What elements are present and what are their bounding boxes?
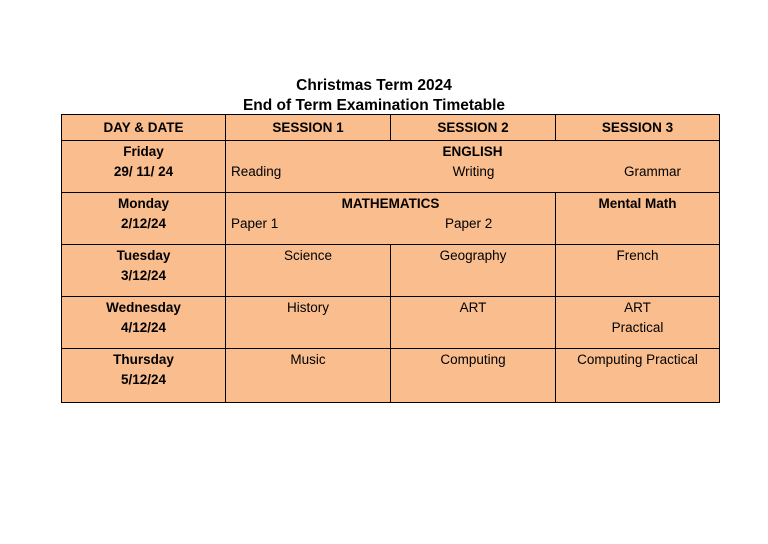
header-session-3: SESSION 3: [556, 115, 720, 141]
subject-part-paper-2: Paper 2: [445, 216, 493, 231]
day-cell-tuesday: [62, 245, 226, 297]
exam-timetable: [61, 114, 720, 403]
day-name: Wednesday: [106, 300, 181, 315]
day-name: Monday: [117, 196, 169, 211]
header-day-date: DAY & DATE: [62, 115, 226, 141]
session-1-history: [226, 297, 391, 349]
subject-heading-english: ENGLISH: [442, 144, 503, 159]
day-name: Tuesday: [116, 248, 171, 263]
table-row-wednesday: [62, 297, 720, 349]
session-1-music: [226, 349, 391, 403]
subject-label-line-1: ART: [624, 300, 651, 315]
subject-part-writing: Writing: [452, 164, 495, 179]
day-cell-thursday: [62, 349, 226, 403]
table-row-friday: [62, 141, 720, 193]
subject-part-grammar: Grammar: [624, 164, 681, 179]
session-2-art: [391, 297, 556, 349]
timetable-title: [0, 76, 748, 115]
header-session-1: SESSION 1: [226, 115, 391, 141]
subject-label: French: [616, 248, 659, 263]
table-row-monday: [62, 193, 720, 245]
subject-label-line-2: Practical: [611, 320, 664, 335]
session-2-geography: [391, 245, 556, 297]
title-heading: End of Term Examination Timetable: [242, 96, 506, 114]
subject-label: ART: [459, 300, 487, 315]
session-3-mental-math: [556, 193, 720, 245]
session-2-computing: [391, 349, 556, 403]
header-row: [62, 115, 720, 141]
subject-label: History: [286, 300, 329, 315]
table-row-tuesday: [62, 245, 720, 297]
merged-cell-mathematics: [226, 193, 556, 245]
session-3-french: [556, 245, 720, 297]
day-name: Friday: [123, 144, 164, 159]
merged-cell-english: [226, 141, 720, 193]
subject-label: Music: [290, 352, 326, 367]
subject-label: Computing: [440, 352, 506, 367]
subject-label: Geography: [439, 248, 507, 263]
session-3-art-practical: [556, 297, 720, 349]
title-term: Christmas Term 2024: [296, 77, 452, 94]
subject-label: Science: [283, 248, 333, 263]
day-cell-monday: [62, 193, 226, 245]
day-date: 29/ 11/ 24: [113, 164, 174, 179]
subject-heading-mathematics: MATHEMATICS: [341, 196, 440, 211]
day-date: 3/12/24: [120, 268, 167, 283]
header-session-2: SESSION 2: [391, 115, 556, 141]
day-date: 4/12/24: [120, 320, 167, 335]
day-date: 5/12/24: [120, 372, 167, 387]
day-cell-friday: [62, 141, 226, 193]
subject-label: Mental Math: [598, 196, 677, 211]
day-cell-wednesday: [62, 297, 226, 349]
subject-part-paper-1: Paper 1: [231, 216, 279, 231]
subject-part-reading: Reading: [231, 164, 282, 179]
day-name: Thursday: [113, 352, 174, 367]
session-3-computing-practical: [556, 349, 720, 403]
table-row-thursday: [62, 349, 720, 403]
subject-label: Computing Practical: [577, 352, 698, 367]
day-date: 2/12/24: [120, 216, 167, 231]
session-1-science: [226, 245, 391, 297]
